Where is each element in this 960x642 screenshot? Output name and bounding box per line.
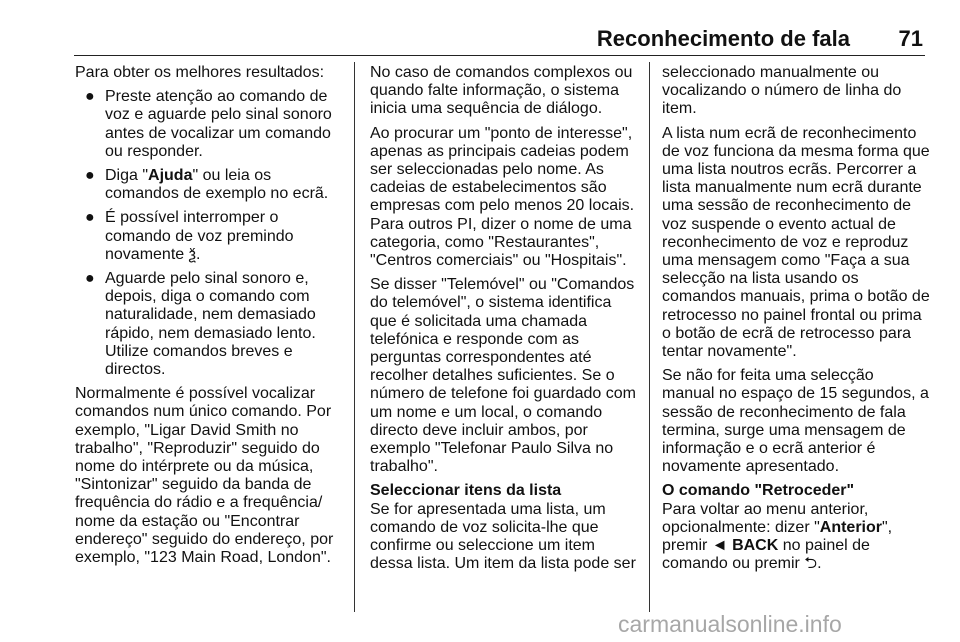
column-divider-2 bbox=[649, 62, 650, 612]
subheading-list-selection: Seleccionar itens da lista bbox=[370, 482, 562, 500]
column-3 bbox=[662, 64, 930, 579]
section-title: Reconhecimento de fala bbox=[596, 26, 850, 51]
bullet-icon: ● bbox=[85, 167, 95, 185]
subheading-back-command: O comando "Retroceder" bbox=[662, 482, 855, 500]
text-run: Para voltar ao menu anterior, opcionalmente: dizer " bbox=[662, 500, 869, 536]
text-run: no painel de comando ou premir ⮌. bbox=[662, 537, 870, 573]
watermark: carmanualsonline.info bbox=[618, 611, 842, 637]
body-paragraph bbox=[662, 501, 930, 574]
column-1 bbox=[75, 64, 347, 573]
page-number: 71 bbox=[898, 26, 923, 51]
list-item bbox=[75, 209, 347, 264]
column-2 bbox=[370, 64, 642, 579]
body-paragraph: A lista num ecrã de reconhecimento de voz funciona da mesma forma que uma lista noutros ecrãs. Percorrer a lista manualmente num ecrã durante uma sessão de reconhecimento de voz suspende o evento actual de reconhecimento de voz e reproduz uma mensagem como "Faça a sua selecção na lista usando os comandos manuais, prima o botão de retrocesso no painel frontal ou prima o botão de ecrã de retrocesso para tentar novamente". bbox=[662, 124, 930, 361]
command-keyword: Anterior bbox=[819, 518, 882, 536]
tips-list bbox=[75, 88, 347, 379]
list-item bbox=[75, 270, 347, 379]
body-paragraph: No caso de comandos complexos ou quando falte informação, o sistema inicia uma sequência de diálogo. bbox=[370, 64, 633, 118]
bullet-icon: ● bbox=[85, 88, 95, 106]
body-paragraph: seleccionado manualmente ou vocalizando o número de linha do item. bbox=[662, 64, 902, 118]
list-item bbox=[75, 167, 347, 203]
text-run: ", premir bbox=[662, 518, 893, 555]
header-divider bbox=[74, 55, 925, 56]
command-keyword: Ajuda bbox=[148, 167, 193, 185]
list-item-text: Preste atenção ao comando de voz e aguarde pelo sinal sonoro antes de vocalizar um comando ou responder. bbox=[105, 88, 332, 160]
list-item-text: É possível interromper o comando de voz premindo novamente ѯ. bbox=[105, 209, 294, 263]
bullet-icon: ● bbox=[85, 209, 95, 227]
body-paragraph: Se não for feita uma selecção manual no espaço de 15 segundos, a sessão de reconhecimento de fala termina, surge uma mensagem de informação e o ecrã anterior é novamente apresentado. bbox=[662, 367, 929, 476]
body-paragraph: Normalmente é possível vocalizar comandos num único comando. Por exemplo, "Ligar David Smith no trabalho", "Reproduzir" seguido do nome do intérprete ou da música, "Sintonizar" seguido da banda de frequência do rádio e a frequência/ nome da estação ou "Encontrar endereço" seguido do endereço, por exemplo, "123 Main Road, London". bbox=[75, 385, 334, 567]
list-item-text: Aguarde pelo sinal sonoro e, depois, diga o comando com naturalidade, nem demasiado rápido, nem demasiado lento. Utilize comandos breves e directos. bbox=[105, 270, 316, 379]
body-paragraph: Se for apresentada uma lista, um comando de voz solicita-lhe que confirme ou seleccione um item dessa lista. Um item da lista pode ser bbox=[370, 500, 636, 573]
bullet-icon: ● bbox=[85, 270, 95, 288]
body-paragraph: Se disser "Telemóvel" ou "Comandos do telemóvel", o sistema identifica que é solicitada uma chamada telefónica e responde com as perguntas correspondentes até recolher detalhes suficientes. Se o número de telefone foi guardado com um nome e um local, o comando directo deve incluir ambos, por exemplo "Telefonar Paulo Silva no trabalho". bbox=[370, 276, 636, 476]
back-button-label: ◄ BACK bbox=[711, 537, 779, 555]
list-item bbox=[75, 88, 347, 161]
list-item-text: " ou leia os comandos de exemplo no ecrã. bbox=[105, 167, 329, 203]
intro-text: Para obter os melhores resultados: bbox=[75, 64, 325, 81]
list-item-text: Diga " bbox=[105, 167, 149, 185]
body-paragraph: Ao procurar um "ponto de interesse", apenas as principais cadeias podem ser seleccionadas pelo nome. As cadeias de estabelecimentos são empresas com pelo menos 20 locais. Para outros PI, dizer o nome de uma categoria, como "Restaurantes", "Centros comerciais" ou "Hospitais". bbox=[370, 124, 635, 270]
page-header bbox=[0, 0, 960, 58]
column-divider-1 bbox=[354, 62, 355, 612]
